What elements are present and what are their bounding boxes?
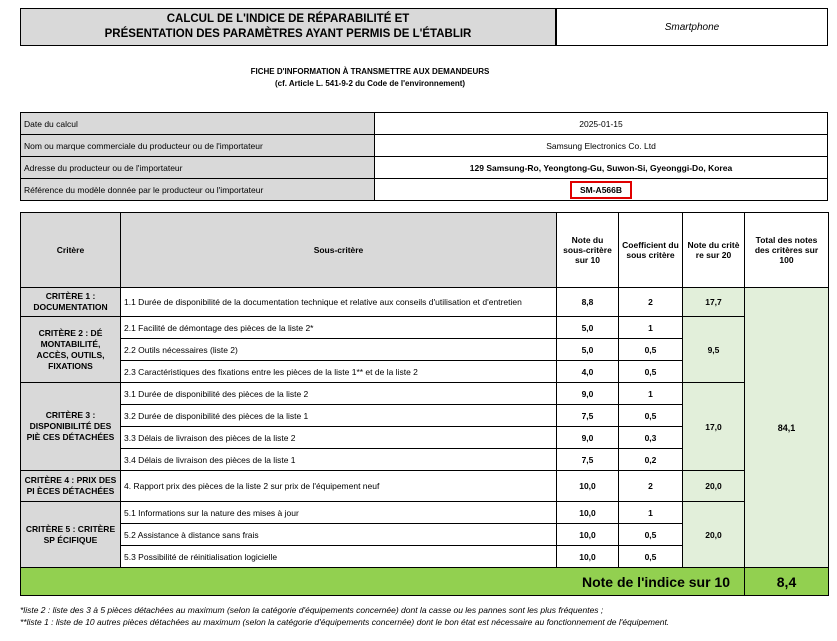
sub-criterion-coef: 1 bbox=[619, 317, 683, 339]
header-note-critere: Note du critè re sur 20 bbox=[683, 213, 745, 288]
sub-criterion-coef: 0,3 bbox=[619, 427, 683, 449]
info-label: Adresse du producteur ou de l'importateur bbox=[21, 157, 375, 179]
criterion-3-name: CRITÈRE 3 : DISPONIBILITÉ DES PIÈ CES DÉTACHÉES bbox=[21, 383, 121, 471]
criterion-2-score: 9,5 bbox=[683, 317, 745, 383]
title-line-2: PRÉSENTATION DES PARAMÈTRES AYANT PERMIS DE L'ÉTABLIR bbox=[104, 28, 472, 40]
footnotes bbox=[20, 604, 828, 628]
criterion-5-name: CRITÈRE 5 : CRITÈRE SP ÉCIFIQUE bbox=[21, 502, 121, 568]
info-row bbox=[21, 157, 828, 179]
sub-criterion-label: 3.3 Délais de livraison des pièces de la liste 2 bbox=[121, 427, 557, 449]
sub-criterion-note: 10,0 bbox=[557, 471, 619, 502]
sub-criterion-label: 2.1 Facilité de démontage des pièces de la liste 2* bbox=[121, 317, 557, 339]
sub-criterion-label: 5.3 Possibilité de réinitialisation logicielle bbox=[121, 546, 557, 568]
product-category: Smartphone bbox=[556, 8, 828, 46]
sub-criterion-label: 1.1 Durée de disponibilité de la documentation technique et relative aux conseils d'utilisation et d'entretien bbox=[121, 288, 557, 317]
info-row bbox=[21, 179, 828, 201]
sub-criterion-coef: 0,5 bbox=[619, 524, 683, 546]
header-total: Total des notes des critères sur 100 bbox=[745, 213, 829, 288]
sub-criterion-label: 3.2 Durée de disponibilité des pièces de la liste 1 bbox=[121, 405, 557, 427]
criterion-1-score: 17,7 bbox=[683, 288, 745, 317]
header-critere: Critère bbox=[21, 213, 121, 288]
info-row bbox=[21, 135, 828, 157]
sub-criterion-coef: 1 bbox=[619, 502, 683, 524]
info-label: Date du calcul bbox=[21, 113, 375, 135]
subheading bbox=[110, 66, 630, 90]
final-score-row bbox=[21, 568, 829, 596]
sub-criterion-note: 9,0 bbox=[557, 383, 619, 405]
criterion-5-score: 20,0 bbox=[683, 502, 745, 568]
info-value: Samsung Electronics Co. Ltd bbox=[375, 135, 828, 157]
sub-criterion-coef: 2 bbox=[619, 471, 683, 502]
final-score-label: Note de l'indice sur 10 bbox=[21, 568, 745, 596]
subheading-line-1: FICHE D'INFORMATION À TRANSMETTRE AUX DEMANDEURS bbox=[250, 67, 490, 76]
info-value bbox=[375, 179, 828, 201]
subheading-line-2: (cf. Article L. 541-9-2 du Code de l'environnement) bbox=[274, 79, 466, 88]
criterion-1-name: CRITÈRE 1 : DOCUMENTATION bbox=[21, 288, 121, 317]
sub-criterion-note: 5,0 bbox=[557, 317, 619, 339]
page-title bbox=[20, 8, 556, 46]
table-row bbox=[21, 288, 829, 317]
sub-criterion-note: 10,0 bbox=[557, 546, 619, 568]
sub-criterion-note: 10,0 bbox=[557, 502, 619, 524]
sub-criterion-note: 9,0 bbox=[557, 427, 619, 449]
total-score: 84,1 bbox=[745, 288, 829, 568]
sub-criterion-note: 4,0 bbox=[557, 361, 619, 383]
final-score-value: 8,4 bbox=[745, 568, 829, 596]
sub-criterion-note: 7,5 bbox=[557, 405, 619, 427]
sub-criterion-coef: 0,2 bbox=[619, 449, 683, 471]
title-line-1: CALCUL DE L'INDICE DE RÉPARABILITÉ ET bbox=[166, 13, 410, 25]
score-table bbox=[20, 212, 829, 596]
info-table bbox=[20, 112, 828, 201]
sub-criterion-label: 5.1 Informations sur la nature des mises à jour bbox=[121, 502, 557, 524]
header-note-sous-critere: Note du sous-critère sur 10 bbox=[557, 213, 619, 288]
sub-criterion-coef: 0,5 bbox=[619, 339, 683, 361]
table-header-row bbox=[21, 213, 829, 288]
info-value: 129 Samsung-Ro, Yeongtong-Gu, Suwon-Si, Gyeonggi-Do, Korea bbox=[375, 157, 828, 179]
sub-criterion-label: 2.3 Caractéristiques des fixations entre les pièces de la liste 1** et de la liste 2 bbox=[121, 361, 557, 383]
info-value: 2025-01-15 bbox=[375, 113, 828, 135]
sub-criterion-label: 5.2 Assistance à distance sans frais bbox=[121, 524, 557, 546]
sub-criterion-note: 7,5 bbox=[557, 449, 619, 471]
info-row bbox=[21, 113, 828, 135]
sub-criterion-coef: 0,5 bbox=[619, 546, 683, 568]
header-sous-critere: Sous-critère bbox=[121, 213, 557, 288]
criterion-3-score: 17,0 bbox=[683, 383, 745, 471]
info-label: Référence du modèle donnée par le producteur ou l'importateur bbox=[21, 179, 375, 201]
sub-criterion-note: 10,0 bbox=[557, 524, 619, 546]
table-row bbox=[21, 383, 829, 405]
sub-criterion-label: 3.4 Délais de livraison des pièces de la liste 1 bbox=[121, 449, 557, 471]
sub-criterion-coef: 0,5 bbox=[619, 361, 683, 383]
sub-criterion-coef: 1 bbox=[619, 383, 683, 405]
header-coefficient: Coefficient du sous critère bbox=[619, 213, 683, 288]
footnote-list-1: **liste 1 : liste de 10 autres pièces détachées au maximum (selon la catégorie d'équipements concernée) dont le bon état est nécessaire au fonctionnement de l'équipement. bbox=[20, 617, 670, 627]
criterion-2-name: CRITÈRE 2 : DÉ MONTABILITÉ, ACCÈS, OUTILS, FIXATIONS bbox=[21, 317, 121, 383]
model-reference-highlight: SM-A566B bbox=[570, 181, 632, 199]
table-row bbox=[21, 471, 829, 502]
table-row bbox=[21, 317, 829, 339]
sub-criterion-label: 4. Rapport prix des pièces de la liste 2 sur prix de l'équipement neuf bbox=[121, 471, 557, 502]
sub-criterion-label: 3.1 Durée de disponibilité des pièces de la liste 2 bbox=[121, 383, 557, 405]
criterion-4-score: 20,0 bbox=[683, 471, 745, 502]
table-row bbox=[21, 502, 829, 524]
info-label: Nom ou marque commerciale du producteur ou de l'importateur bbox=[21, 135, 375, 157]
sub-criterion-label: 2.2 Outils nécessaires (liste 2) bbox=[121, 339, 557, 361]
criterion-4-name: CRITÈRE 4 : PRIX DES PI ÈCES DÉTACHÉES bbox=[21, 471, 121, 502]
footnote-list-2: *liste 2 : liste des 3 à 5 pièces détachées au maximum (selon la catégorie d'équipements concernée) dont la casse ou les pannes sont les plus fréquentes ; bbox=[20, 605, 604, 615]
sub-criterion-coef: 2 bbox=[619, 288, 683, 317]
sub-criterion-note: 5,0 bbox=[557, 339, 619, 361]
sub-criterion-note: 8,8 bbox=[557, 288, 619, 317]
sub-criterion-coef: 0,5 bbox=[619, 405, 683, 427]
